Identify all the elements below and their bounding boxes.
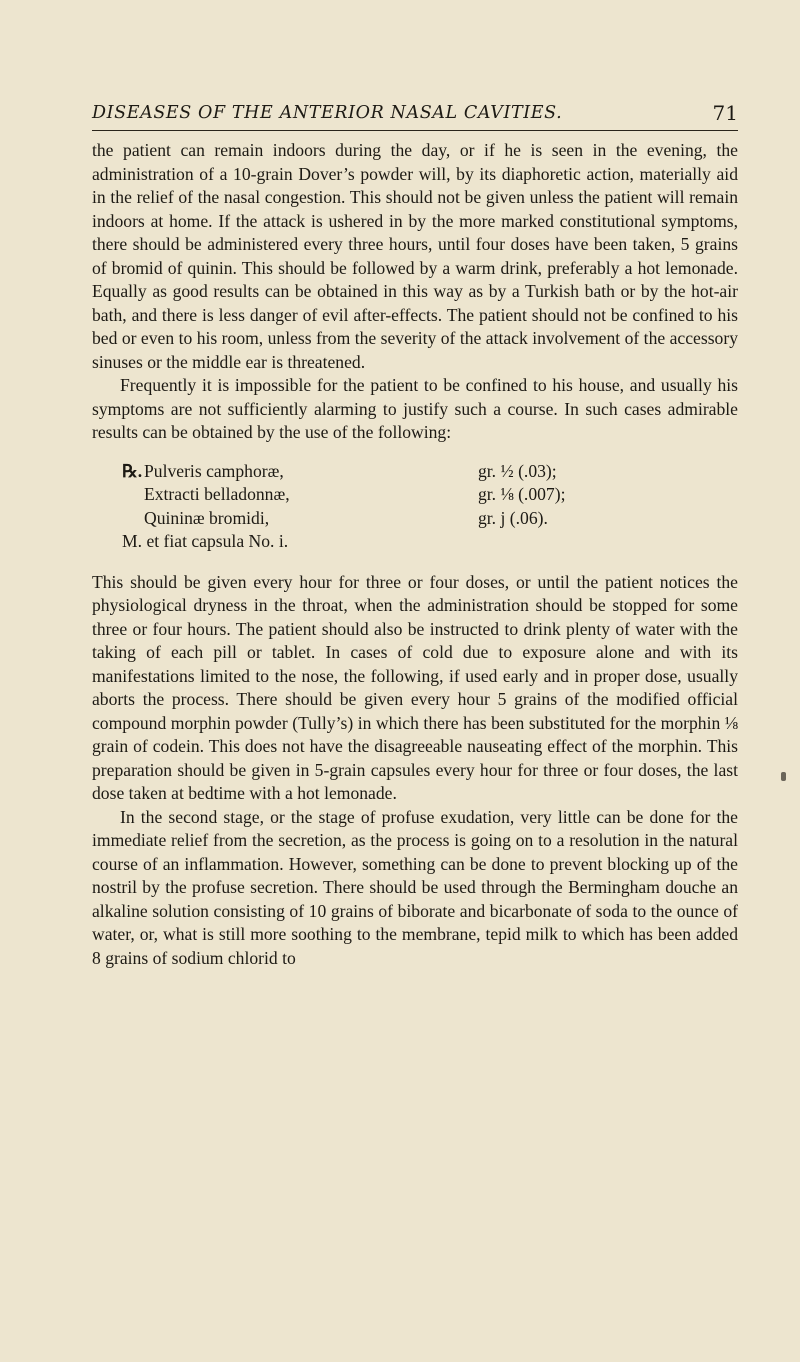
prescription-line <box>122 507 738 531</box>
prescription-dose: gr. j (.06). <box>478 507 548 528</box>
prescription-drug: Extracti belladonnæ, <box>144 484 290 504</box>
prescription-dose: gr. ⅛ (.007); <box>478 484 566 504</box>
page-number: 71 <box>712 101 738 125</box>
margin-mark <box>781 772 786 781</box>
paragraph-2: Frequently it is impossible for the patient to be confined to his house, and usually his symptoms are not sufficiently alarming to justify such a course. In such cases admirable results can be obtained by the use of the following: <box>92 375 738 442</box>
running-head: DISEASES OF THE ANTERIOR NASAL CAVITIES. <box>92 103 563 123</box>
prescription <box>92 460 738 554</box>
prescription-closing: M. et fiat capsula No. i. <box>122 531 289 551</box>
paragraph-3: This should be given every hour for three or four doses, or until the patient notices the physiological dryness in the throat, when the administration should be stopped for some three or four hours. The patient should also be instructed to drink plenty of water with the taking of each pill or tablet. In cases of cold due to exposure alone and with its manifestations limited to the nose, the following, if used early and in proper dose, usually aborts the process. There should be given every hour 5 grains of the modified official compound morphin powder (Tully’s) in which there has been substituted for the morphin ⅛ grain of codein. This does not have the disagreeable nauseating effect of the morphin. This preparation should be given in 5-grain capsules every hour for three or four doses, the last dose taken at bedtime with a hot lemonade. <box>92 571 738 803</box>
paragraph-1: the patient can remain indoors during the day, or if he is seen in the evening, the administration of a 10-grain Dover’s powder will, by its diaphoretic action, materially aid in the relief of the nasal congestion. This should not be given unless the patient will remain indoors at home. If the attack is ushered in by the more marked constitutional symptoms, there should be administered every three hours, until four doses have been taken, 5 grains of bromid of quinin. This should be followed by a warm drink, preferably a hot lemonade. Equally as good results can be obtained in this way as by a Turkish bath or by the hot-air bath, and there is less danger of evil after-effects. The patient should not be confined to his bed or even to his room, unless from the severity of the attack involvement of the accessory sinuses or the middle ear is threatened. <box>92 140 738 372</box>
prescription-drug: Quininæ bromidi, <box>144 507 270 528</box>
prescription-line <box>122 460 738 484</box>
prescription-dose: gr. ½ (.03); <box>478 460 557 481</box>
page-header <box>92 100 738 131</box>
paragraph-4: In the second stage, or the stage of profuse exudation, very little can be done for the immediate relief from the secretion, as the process is going on to a resolution in the natural course of an inflammation. However, something can be done to prevent blocking up of the nostril by the profuse secretion. There should be used through the Bermingham douche an alkaline solution consisting of 10 grains of biborate and bicarbonate of soda to the ounce of water, or, what is still more soothing to the membrane, tepid milk to which has been added 8 grains of sodium chlorid to <box>92 806 738 968</box>
recipe-sign: ℞. <box>122 460 143 481</box>
body-text <box>92 139 738 970</box>
prescription-drug: Pulveris camphoræ, <box>144 460 284 481</box>
prescription-line <box>122 483 738 507</box>
